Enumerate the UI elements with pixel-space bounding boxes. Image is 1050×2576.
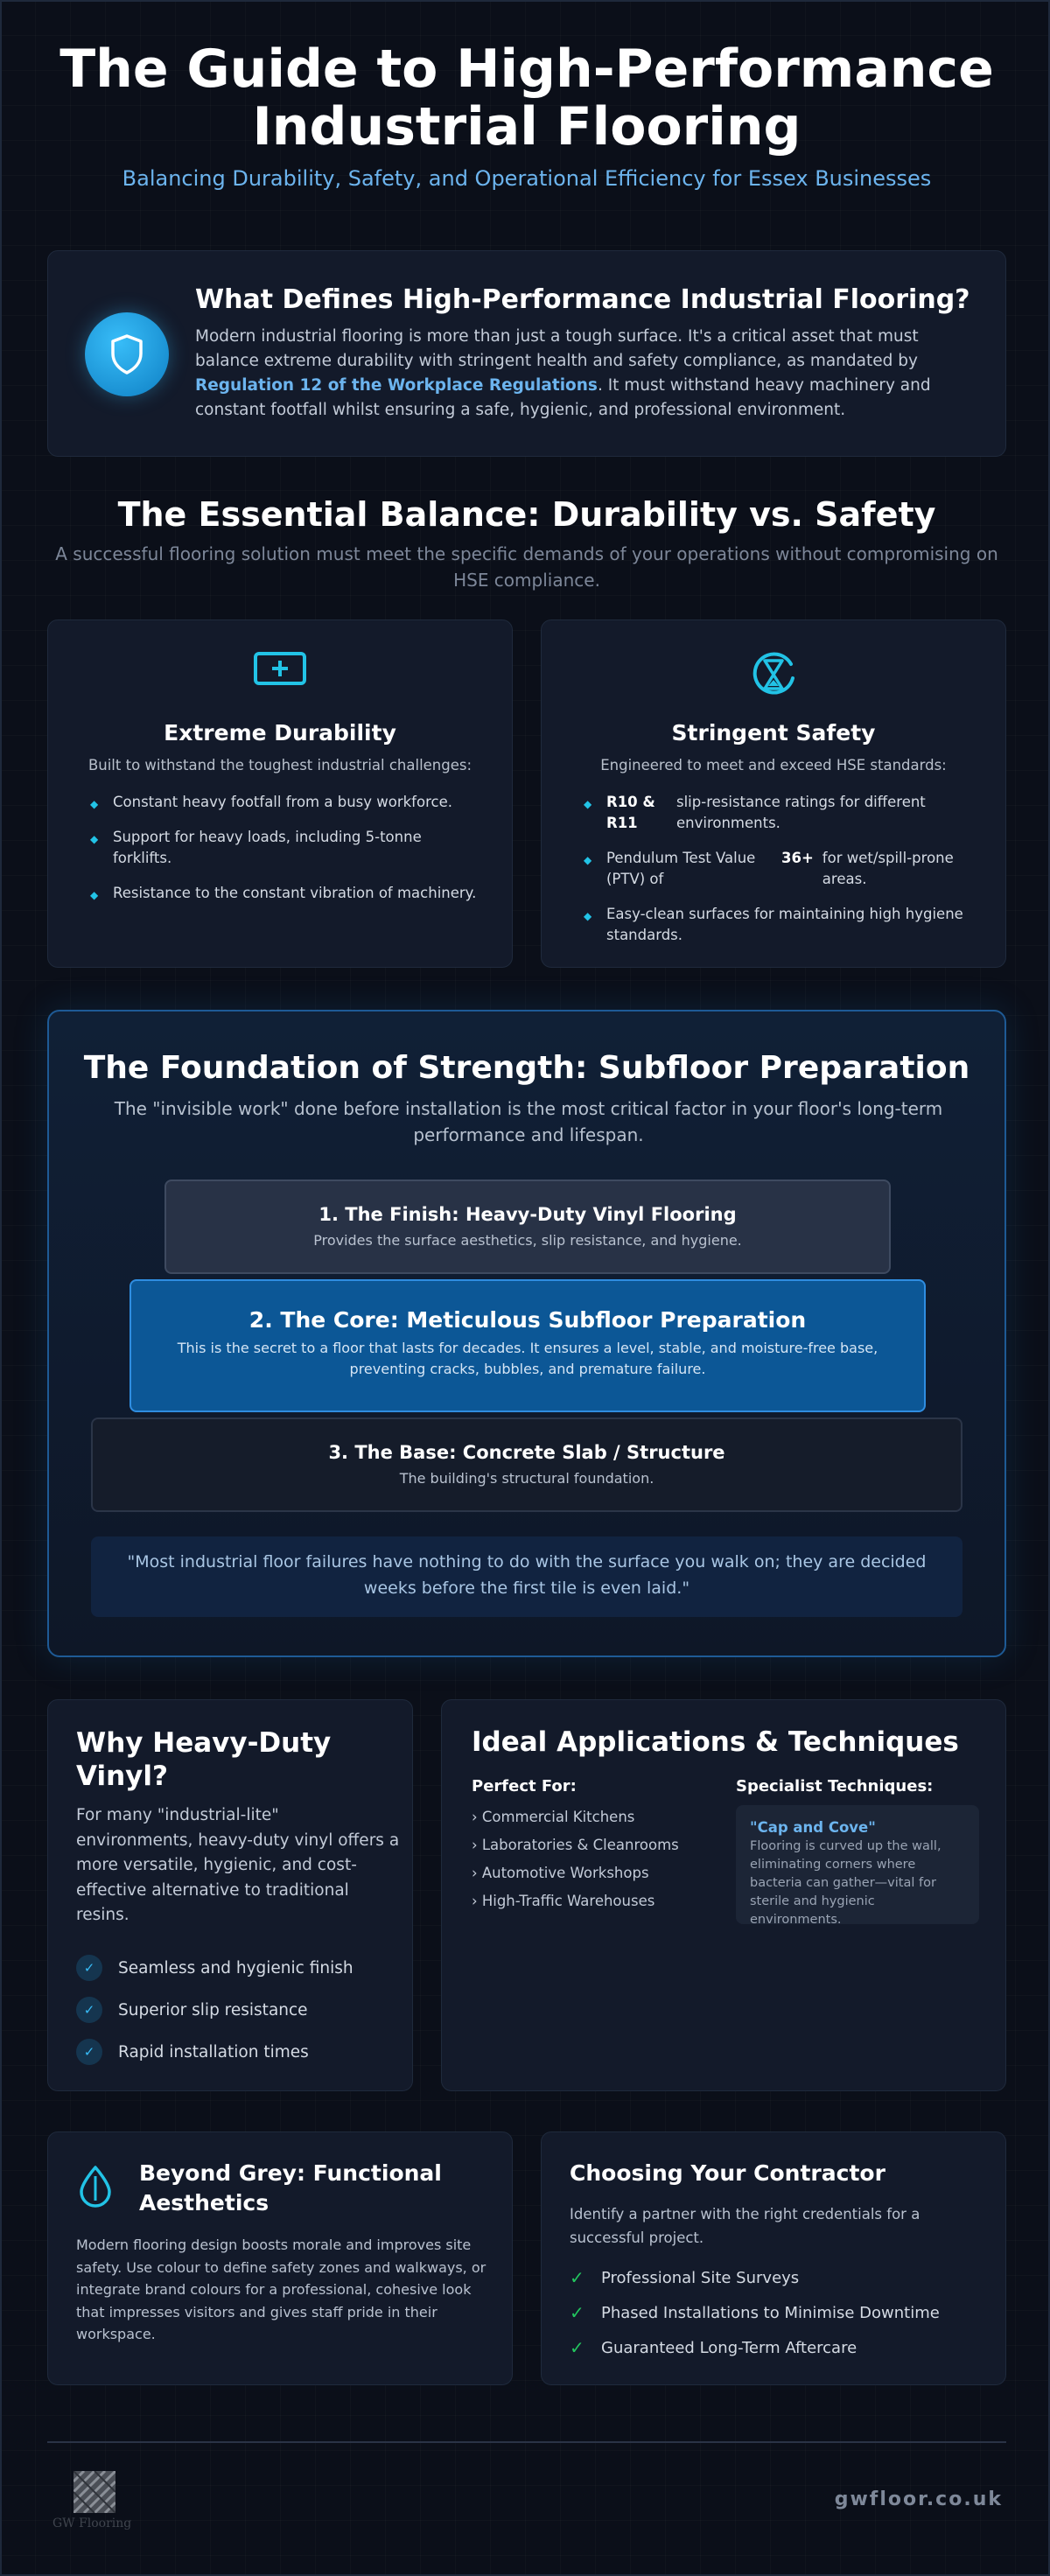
layer-desc: The building's structural foundation. [399,1470,654,1487]
list-item: › Commercial Kitchens [472,1809,635,1825]
base-layer [91,1418,962,1512]
page-title [2,40,1050,156]
perfect-for-heading: Perfect For: [472,1777,577,1796]
list-item-label: Seamless and hygienic finish [118,1958,354,1978]
layer-title: 2. The Core: Meticulous Subfloor Preparation [248,1307,807,1333]
aesthetics-text: Modern flooring design boosts morale and improves site safety. Use colour to define safety zones and walkways, or integrate brand colours for a professional, cohesive look that impresses visitors and gives staff pride in their workspace. [76,2236,486,2342]
page-subtitle: Balancing Durability, Safety, and Operational Efficiency for Essex Businesses [122,166,932,191]
first-aid-kit-icon [252,648,308,687]
why-vinyl-card [47,1699,413,2091]
check-icon: ✓ [570,2337,584,2358]
safety-intro: Engineered to meet and exceed HSE standards: [600,757,947,774]
intro-text-end: . It must withstand heavy machinery and constant footfall whilst ensuring a safe, hygienic, and professional environment. [195,376,931,419]
list-item-label: Professional Site Surveys [601,2268,800,2287]
aesthetics-title: Beyond Grey: Functional Aesthetics [139,2160,442,2216]
layer-desc: Provides the surface aesthetics, slip resistance, and hygiene. [313,1232,742,1249]
contractor-list [570,2260,940,2365]
ptv-text: ◆ Pendulum Test Value (PTV) of [606,850,756,887]
layer-title: 3. The Base: Concrete Slab / Structure [328,1442,725,1463]
finish-layer [164,1180,891,1274]
intro-text-start: Modern industrial flooring is more than just a tough surface. It's a critical asset that must balance extreme durability with stringent health and safety compliance, as mandated by [195,327,919,370]
durability-intro: Built to withstand the toughest industrial challenges: [88,757,472,774]
contractor-title: Choosing Your Contractor [570,2160,886,2186]
water-drop-icon [76,2164,115,2209]
list-item-label: Superior slip resistance [118,2000,308,2020]
techniques-heading: Specialist Techniques: [736,1777,934,1796]
safety-card [541,620,1006,968]
list-item: ◆ Constant heavy footfall from a busy workforce. [90,792,484,813]
list-item [584,792,977,834]
technique-text: Flooring is curved up the wall, eliminating corners where bacteria can gather—vital for sterile and hygienic environments. [750,1839,942,1927]
foundation-subtitle: The "invisible work" done before installation is the most critical factor in your floor's long-term performance and lifespan. [114,1098,943,1145]
why-vinyl-title: Why Heavy-Duty Vinyl? [76,1727,332,1792]
ptv-value: 36+ [781,850,814,866]
safety-title: Stringent Safety [671,720,876,746]
list-item [584,848,977,890]
core-layer [130,1279,926,1412]
company-logo [52,2468,149,2536]
list-item [570,2330,940,2365]
list-item: ◆ Resistance to the constant vibration of machinery. [90,883,484,904]
balance-title: The Essential Balance: Durability vs. Safety [117,495,936,534]
foundation-title: The Foundation of Strength: Subfloor Preparation [83,1050,970,1086]
contractor-card [541,2132,1006,2385]
technique-box [736,1805,979,1927]
slip-rating-text: slip-resistance ratings for different environments. [676,794,926,831]
list-item [76,1989,354,2031]
layer-title: 1. The Finish: Heavy-Duty Vinyl Flooring [318,1204,737,1225]
foundation-section [47,1010,1006,1657]
aesthetics-card [47,2132,513,2385]
regulation-highlight: Regulation 12 of the Workplace Regulations [195,376,598,395]
title-line-1: The Guide to High-Performance [60,38,994,100]
foundation-quote: "Most industrial floor failures have nothing to do with the surface you walk on; they are decided weeks before the first tile is even laid." [91,1536,962,1617]
list-item: ◆ Easy-clean surfaces for maintaining high hygiene standards. [584,904,977,946]
intro-title: What Defines High-Performance Industrial Flooring? [195,284,970,315]
list-item-label: Guaranteed Long-Term Aftercare [601,2338,858,2357]
check-icon: ✓ [76,1997,102,2023]
list-item-label: Rapid installation times [118,2042,309,2062]
logo-mark-icon [74,2471,116,2513]
applications-card [441,1699,1006,2091]
list-item [570,2295,940,2330]
check-icon: ✓ [570,2302,584,2323]
durability-title: Extreme Durability [164,720,396,746]
hourglass-icon [747,648,800,701]
intro-card [47,250,1006,457]
durability-list [90,792,484,918]
applications-title: Ideal Applications & Techniques [472,1726,959,1758]
durability-card [47,620,513,968]
ptv-text-after: for wet/spill-prone areas. [822,850,954,887]
why-vinyl-text: For many "industrial-lite" environments, heavy-duty vinyl offers a more versatile, hygienic, and cost-effective alternative to traditional resins. [76,1806,400,1924]
technique-title: "Cap and Cove" [750,1819,876,1836]
list-item [570,2260,940,2295]
footer-divider [47,2441,1006,2443]
list-item: › High-Traffic Warehouses [472,1893,655,1909]
balance-subtitle: A successful flooring solution must meet the specific demands of your operations without compromising on HSE compliance. [55,543,998,591]
slip-rating: ◆ R10 & R11 [606,794,655,831]
check-icon: ✓ [76,1955,102,1981]
intro-text [195,325,983,423]
list-item: › Automotive Workshops [472,1865,649,1881]
list-item [76,1947,354,1989]
shield-icon [85,312,169,396]
list-item [76,2031,354,2073]
check-icon: ✓ [570,2267,584,2288]
list-item: ◆ Support for heavy loads, including 5-tonne forklifts. [90,827,484,869]
why-vinyl-list [76,1947,354,2073]
layer-desc: This is the secret to a floor that lasts for decades. It ensures a level, stable, and moisture-free base, preventing cracks, bubbles, and premature failure. [177,1340,878,1377]
perfect-for-list [472,1803,679,1915]
logo-text: GW Flooring [52,2516,132,2530]
safety-list [584,792,977,960]
check-icon: ✓ [76,2039,102,2065]
list-item-label: Phased Installations to Minimise Downtime [601,2303,940,2322]
website-link[interactable]: gwfloor.co.uk [834,2488,1003,2510]
list-item: › Laboratories & Cleanrooms [472,1837,679,1853]
title-line-2: Industrial Flooring [252,96,802,158]
contractor-text: Identify a partner with the right credentials for a successful project. [570,2206,920,2246]
